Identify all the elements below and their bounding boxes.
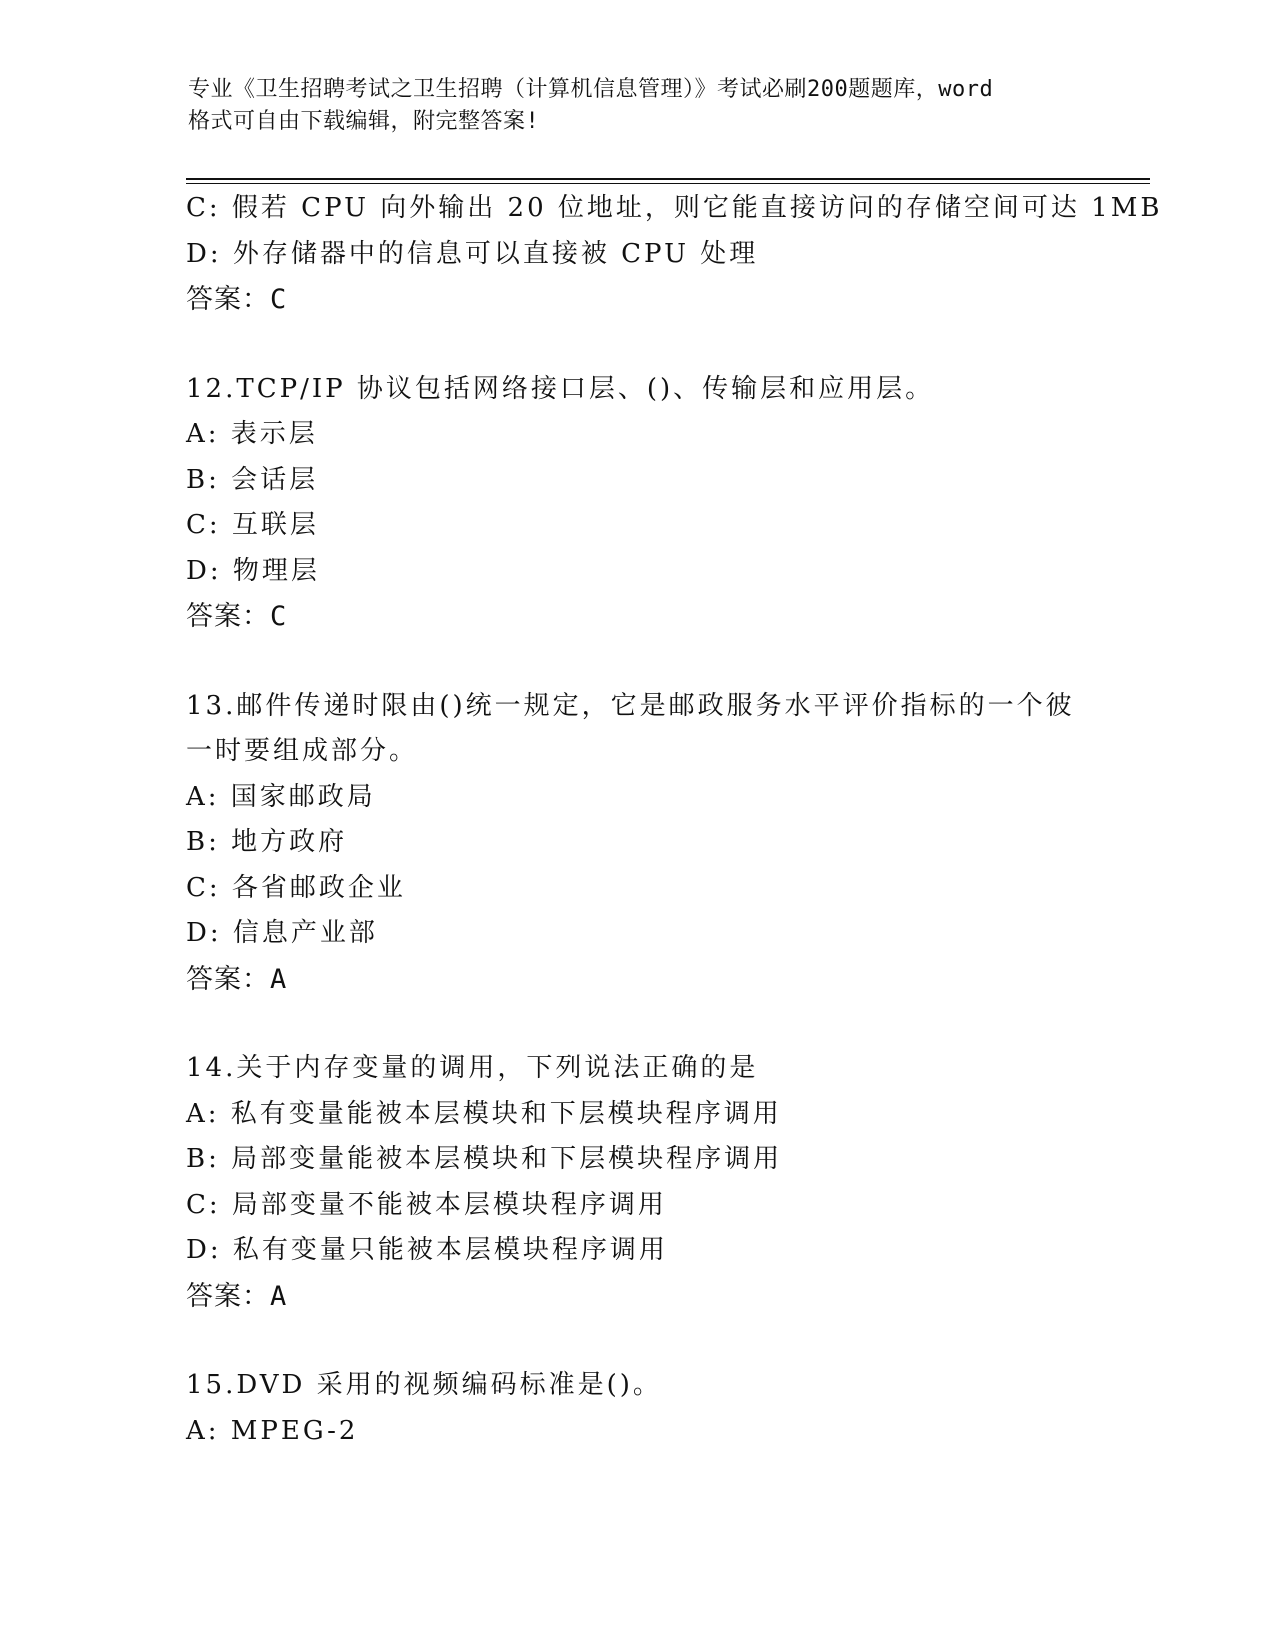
question-stem: 14.关于内存变量的调用，下列说法正确的是: [186, 1053, 759, 1083]
option-a: A: MPEG-2: [186, 1415, 359, 1446]
question-list: [186, 186, 1163, 1454]
header-title-line1: 专业《卫生招聘考试之卫生招聘（计算机信息管理）》考试必刷200题题库，word: [188, 77, 994, 102]
option-c: C: 假若 CPU 向外输出 20 位地址，则它能直接访问的存储空间可达 1MB: [186, 193, 1163, 223]
question-stem: 12.TCP/IP 协议包括网络接口层、()、传输层和应用层。: [186, 373, 935, 404]
spacer: [186, 640, 1136, 684]
option-b: B: 地方政府: [186, 827, 348, 857]
answer-line: 答案：C: [186, 284, 288, 315]
question-block-12: [186, 367, 1136, 640]
option-a: A: 国家邮政局: [186, 781, 376, 812]
option-c: C: 各省邮政企业: [186, 872, 406, 903]
answer-line: 答案：A: [186, 963, 288, 995]
option-a: A: 私有变量能被本层模块和下层模块程序调用: [186, 1098, 782, 1129]
header-divider: [186, 178, 1150, 184]
question-stem-line2: 一时要组成部分。: [186, 736, 419, 766]
spacer: [186, 323, 1136, 367]
spacer: [186, 1319, 1136, 1363]
option-a: A: 表示层: [186, 419, 318, 449]
option-b: B: 局部变量能被本层模块和下层模块程序调用: [186, 1144, 783, 1174]
option-c: C: 互联层: [186, 510, 319, 540]
option-d: D: 信息产业部: [186, 918, 378, 948]
option-c: C: 局部变量不能被本层模块程序调用: [186, 1189, 667, 1220]
question-block-14: [186, 1046, 1136, 1319]
spacer: [186, 1002, 1136, 1046]
option-b: B: 会话层: [186, 464, 319, 495]
option-d: D: 物理层: [186, 555, 320, 586]
option-d: D: 私有变量只能被本层模块程序调用: [186, 1235, 668, 1265]
option-d: D: 外存储器中的信息可以直接被 CPU 处理: [186, 238, 759, 269]
answer-line: 答案：C: [186, 601, 288, 632]
document-header: [188, 74, 1088, 138]
question-block-15: [186, 1363, 1136, 1454]
answer-line: 答案：A: [186, 1280, 288, 1312]
question-block-11: [186, 186, 1163, 323]
header-title-line2: 格式可自由下载编辑，附完整答案!: [188, 109, 540, 134]
question-stem-line1: 13.邮件传递时限由()统一规定，它是邮政服务水平评价指标的一个彼: [186, 690, 1075, 721]
question-stem: 15.DVD 采用的视频编码标准是()。: [186, 1370, 662, 1400]
question-block-13: [186, 684, 1136, 1003]
